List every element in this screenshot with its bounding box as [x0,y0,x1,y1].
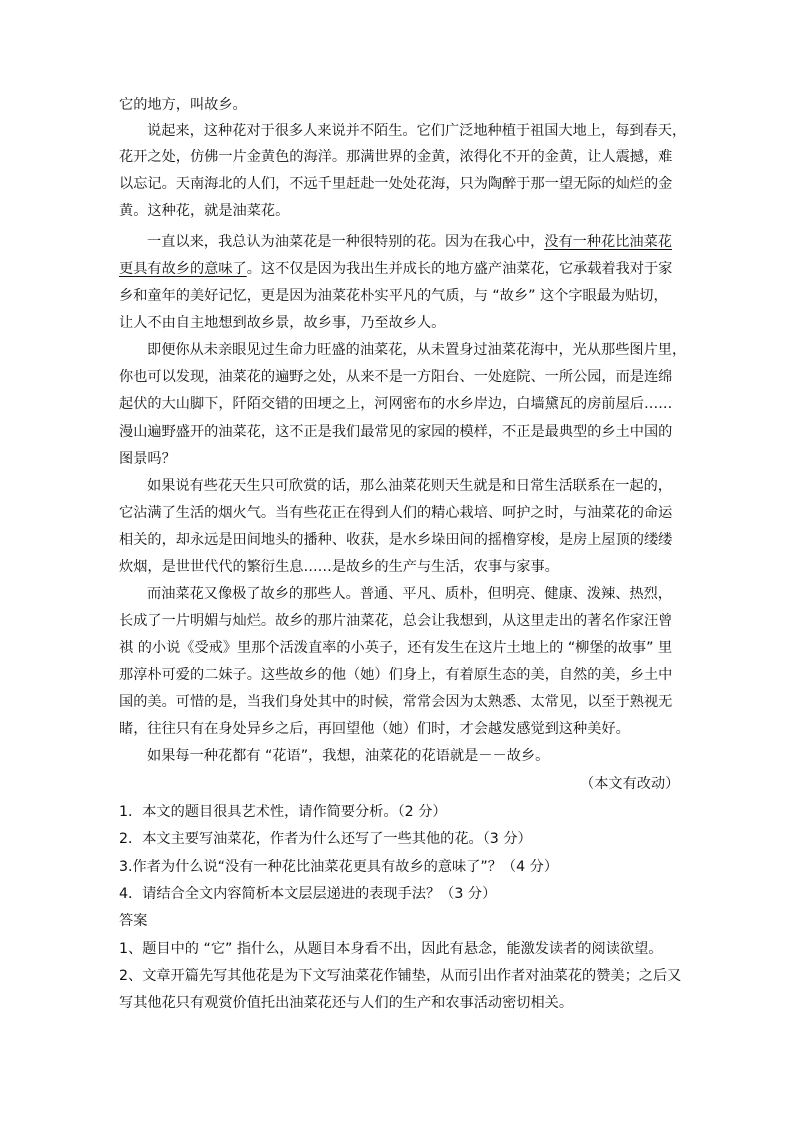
article-line: 说起来，这种花对于很多人来说并不陌生。它们广泛地种植于祖国大地上，每到春天， [147,123,687,139]
article-line: 乡和童年的美好记忆，更是因为油菜花朴实平凡的气质，与 “故乡” 这个字眼最为贴切， [119,288,668,304]
article-line: 漫山遍野盛开的油菜花，这不正是我们最常见的家园的模样，不正是最典型的乡土中国的 [119,424,673,440]
answer-line: 2、文章开篇先写其他花是为下文写油菜花作铺垫，从而引出作者对油菜花的赞美；之后又 [119,968,682,984]
article-line: 以忘记。天南海北的人们，不远千里赶赴一处处花海，只为陶醉于那一望无际的灿烂的金 [119,176,673,192]
article-line [147,232,672,252]
article-text: 一直以来，我总认为油菜花是一种很特别的花。因为在我心中， [147,234,545,250]
article-line: 即便你从未亲眼见过生命力旺盛的油菜花，从未置身过油菜花海中，光从那些图片里， [147,342,687,358]
article-line: 起伏的大山脚下，阡陌交错的田埂之上，河网密布的水乡岸边，白墙黛瓦的房前屋后…… [119,396,673,412]
article-line: 它沾满了生活的烟火气。当有些花正在得到人们的精心栽培、呵护之时，与油菜花的命运 [119,505,673,521]
underlined-sentence: 更具有故乡的意味了 [119,261,247,277]
article-line: 它的地方，叫故乡。 [119,97,247,113]
article-line: 相关的，却永远是田间地头的播种、收获，是水乡垛田间的摇橹穿梭，是房上屋顶的缕缕 [119,532,673,548]
article-line: 图景吗？ [119,451,176,467]
question-2: 2．本文主要写油菜花，作者为什么还写了一些其他的花。（3 分） [119,831,532,847]
article-line: 让人不由自主地想到故乡景，故乡事，乃至故乡人。 [119,315,446,331]
article-line: 祺 的小说《受戒》里那个活泼直率的小英子，还有发生在这片土地上的 “柳堡的故事” 里 [119,640,673,656]
article-text: 。这不仅是因为我出生并成长的地方盛产油菜花，它承载着我对于家 [246,261,673,277]
article-line: 黄。这种花，就是油菜花。 [119,203,290,219]
article-line: 那淳朴可爱的二妹子。这些故乡的他（她）们身上，有着原生态的美，自然的美，乡土中 [119,667,673,683]
article-line: 如果说有些花天生只可欣赏的话，那么油菜花则天生就是和日常生活联系在一起的， [147,478,672,494]
source-note: （本文有改动） [580,776,680,792]
article-line: 而油菜花又像极了故乡的那些人。普通、平凡、质朴，但明亮、健康、泼辣、热烈， [147,586,672,602]
article-line: 花开之处，仿佛一片金黄色的海洋。那满世界的金黄，浓得化不开的金黄，让人震撼，难 [119,149,673,165]
answer-line: 写其他花只有观赏价值托出油菜花还与人们的生产和农事活动密切相关。 [119,995,574,1011]
article-line: 国的美。可惜的是，当我们身处其中的时候，常常会因为太熟悉、太常见，以至于熟视无 [119,694,673,710]
article-line: 长成了一片明媚与灿烂。故乡的那片油菜花，总会让我想到，从这里走出的著名作家汪曾 [119,613,673,629]
answer-line: 1、题目中的 “它” 指什么，从题目本身看不出，因此有悬念，能激发读者的阅读欲望。 [119,941,663,957]
article-line: 睹，往往只有在身处异乡之后，再回望他（她）们时，才会越发感觉到这种美好。 [119,721,630,737]
question-3: 3.作者为什么说“没有一种花比油菜花更具有故乡的意味了”？（4 分） [119,859,559,875]
article-line: 如果每一种花都有 “花语”，我想，油菜花的花语就是－－故乡。 [147,748,550,764]
question-4: 4．请结合全文内容简析本文层层递进的表现手法？（3 分） [119,886,497,902]
answers-heading: 答案 [119,913,148,929]
question-1: 1．本文的题目很具艺术性，请作简要分析。（2 分） [119,804,447,820]
article-line: 你也可以发现，油菜花的遍野之处，从来不是一方阳台、一处庭院、一所公园，而是连绵 [119,369,673,385]
underlined-sentence: 没有一种花比油菜花 [544,234,672,250]
article-line: 炊烟，是世世代代的繁衍生息……是故乡的生产与生活，农事与家事。 [119,559,559,575]
article-line [119,259,672,279]
